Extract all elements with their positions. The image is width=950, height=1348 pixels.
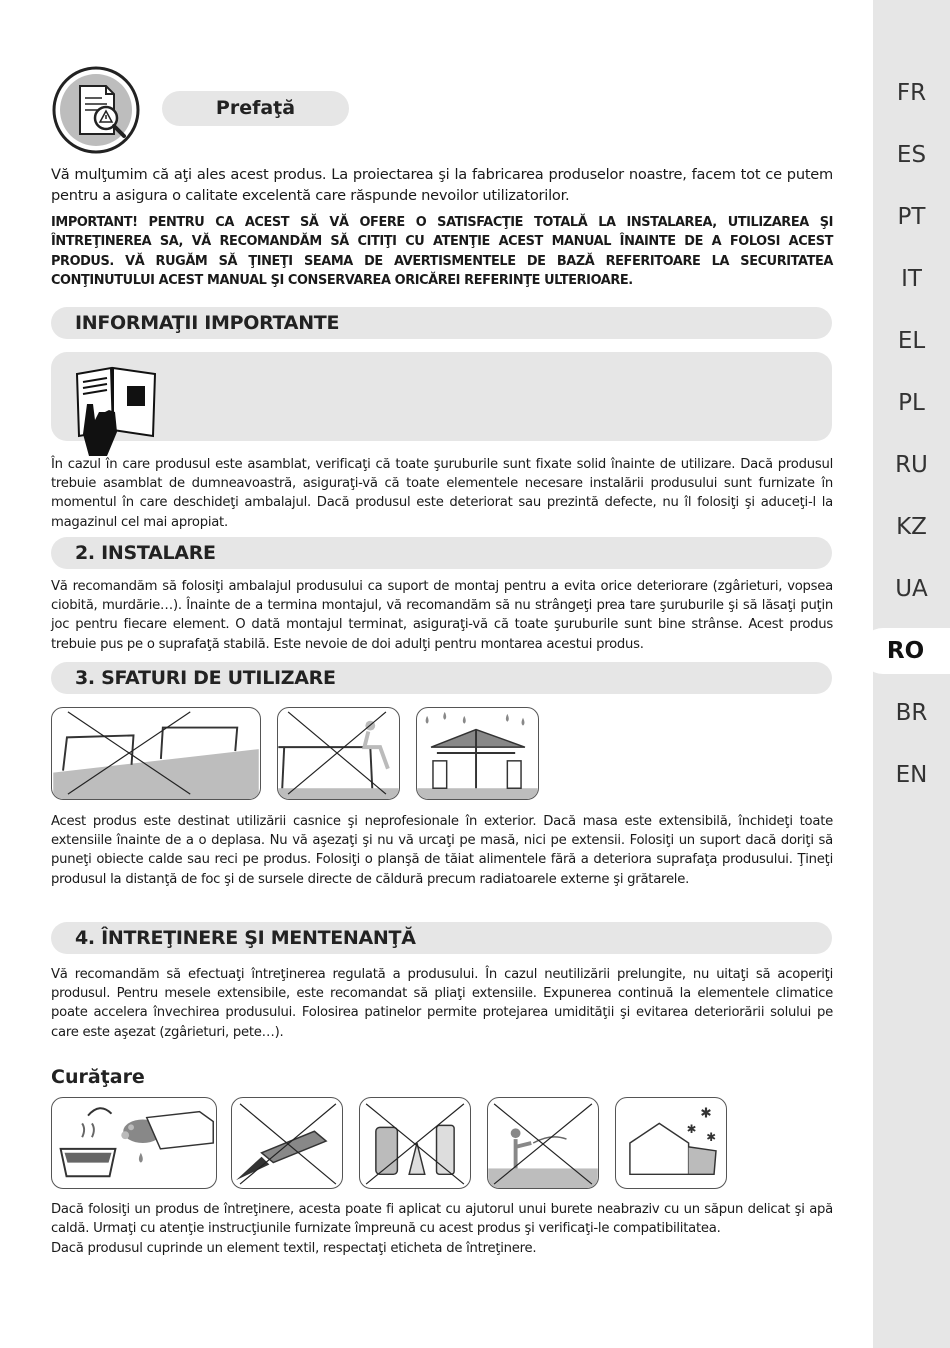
lang-tab-el[interactable]: EL [897,328,926,354]
usage-illustration-slope [51,707,261,800]
cleaning-illustration-no-abrasive [231,1097,343,1189]
cleaning-illustration-no-pressure-washer [487,1097,599,1189]
lang-tab-kz[interactable]: KZ [896,514,927,540]
lang-tab-en[interactable]: EN [895,762,928,788]
cleaning-illustration-no-chemicals [359,1097,471,1189]
info-text: În cazul în care produsul este asamblat, verificaţi că toate şuruburile sunt fixate solid înainte de utilizare. Dacă produsul trebuie asamblat de dumneavoastră, asiguraţi-vă că toate elementele necesare instalării produsului sunt furnizate în momentul în care deschideţi ambalajul. Dacă produsul este deteriorat sau prezintă defecte, nu îl folosiţi şi aduceţi-l la magazinul cel mai apropiat. [51,457,833,530]
maintenance-text: Vă recomandăm să efectuaţi întreţinerea regulată a produsului. În cazul neutilizării prelungite, nu uitaţi să acoperiţi produsul. Pentru mesele extensibile, este recomandat să pliaţi extensiile. Expunerea continuă la elementele climatice poate accelera învechirea produsului. Folosirea patinelor permite protejarea umidităţii şi evitarea deteriorării solului pe care este aşezat (zgârieturi, pete…). [51,967,833,1040]
usage-illustration-sitting [277,707,400,800]
cleaning-text-1: Dacă folosiţi un produs de întreţinere, acesta poate fi aplicat cu ajutorul unui burete neabraziv cu un săpun delicat şi apă caldă. Urmaţi cu atenţie instrucţiunile furnizate împreună cu acest produs şi verificaţi-le compatibilitatea. [51,1202,833,1237]
lang-tab-fr[interactable]: FR [896,80,927,106]
section-header-usage [51,662,832,694]
lang-tab-br[interactable]: BR [895,700,928,726]
usage-text: Acest produs este destinat utilizării casnice şi neprofesionale în exterior. Dacă masa este extensibilă, închideţi toate extensiile înainte de a o deplasa. Nu vă aşezaţi şi nu vă urcaţi pe masă, nici pe extensii. Folosiţi un suport dacă doriţi să puneţi obiecte calde sau reci pe produs. Folosiţi o planşă de tăiat alimentele fără a deteriora suprafaţa produsului. Ţineţi produsul la distanţă de foc şi de sursele directe de căldură precum radiatoarele externe şi grătarele. [51,814,833,887]
cleaning-illustration-winter-storage [615,1097,727,1189]
lang-tab-es[interactable]: ES [896,142,927,168]
svg-text:✱: ✱ [700,1105,712,1122]
manual-reading-banner [51,352,832,441]
install-text: Vă recomandăm să folosiţi ambalajul produsului ca suport de montaj pentru a evita orice deteriorare (zgârieturi, vopsea ciobită, murdărie…). Înainte de a termina montajul, vă recomandăm să nu strângeţi prea tare şuruburile şi să lăsaţi puţin joc pentru fiecare element. O dată montajul terminat, asiguraţi-vă că toate şuruburile sunt bine strânse. Acest produs trebuie pus pe o suprafaţă stabilă. Este nevoie de doi adulţi pentru montarea acestui produs. [51,579,833,652]
section-title-usage: 3. SFATURI DE UTILIZARE [75,667,336,689]
lang-tab-ua[interactable]: UA [895,576,928,602]
lang-tab-it[interactable]: IT [901,266,922,292]
language-sidebar [873,0,950,1348]
cleaning-illustration-sponge [51,1097,217,1189]
preface-title: Prefaţă [215,97,296,119]
svg-text:✱: ✱ [706,1130,717,1145]
section-title-info: INFORMAŢII IMPORTANTE [75,312,340,334]
usage-illustration-rain-cover [416,707,539,800]
section-header-info [51,307,832,339]
section-title-install: 2. INSTALARE [75,542,216,564]
lang-tab-ru[interactable]: RU [895,452,928,478]
cleaning-text-2: Dacă produsul cuprinde un element textil, respectaţi eticheta de întreţinere. [51,1241,537,1256]
document-warning-icon [52,66,140,154]
lang-tab-pt[interactable]: PT [897,204,926,230]
preface-intro: Vă mulţumim că aţi ales acest produs. La proiectarea şi la fabricarea produselor noastre, facem tot ce putem pentru a asigura o calitate excelentă care răspunde nevoilor utilizatorilor. [51,166,833,204]
section-header-install [51,537,832,569]
book-hand-icon [71,360,161,456]
lang-tab-pl[interactable]: PL [898,390,925,416]
lang-tab-ro-active[interactable]: RO [861,628,950,674]
section-title-maintenance: 4. ÎNTREŢINERE ŞI MENTENANŢĂ [75,927,416,949]
svg-text:✱: ✱ [686,1122,697,1137]
cleaning-title: Curăţare [51,1066,145,1088]
preface-important: IMPORTANT! PENTRU CA ACEST SĂ VĂ OFERE O SATISFACŢIE TOTALĂ LA INSTALAREA, UTILIZAREA ŞI ÎNTREŢINEREA SA, VĂ RECOMANDĂM SĂ CITIŢI CU ATENŢIE ACEST MANUAL ÎNAINTE DE A FOLOSI ACEST PRODUS. VĂ RUGĂM SĂ ŢINEŢI SEAMA DE AVERTISMENTELE DE BAZĂ REFERITOARE LA SECURITATEA CONŢINUTULUI ACEST MANUAL ŞI CONSERVAREA ORICĂREI REFERINŢE ULTERIOARE. [51,215,833,289]
section-header-maintenance [51,922,832,954]
preface-header [162,91,349,126]
